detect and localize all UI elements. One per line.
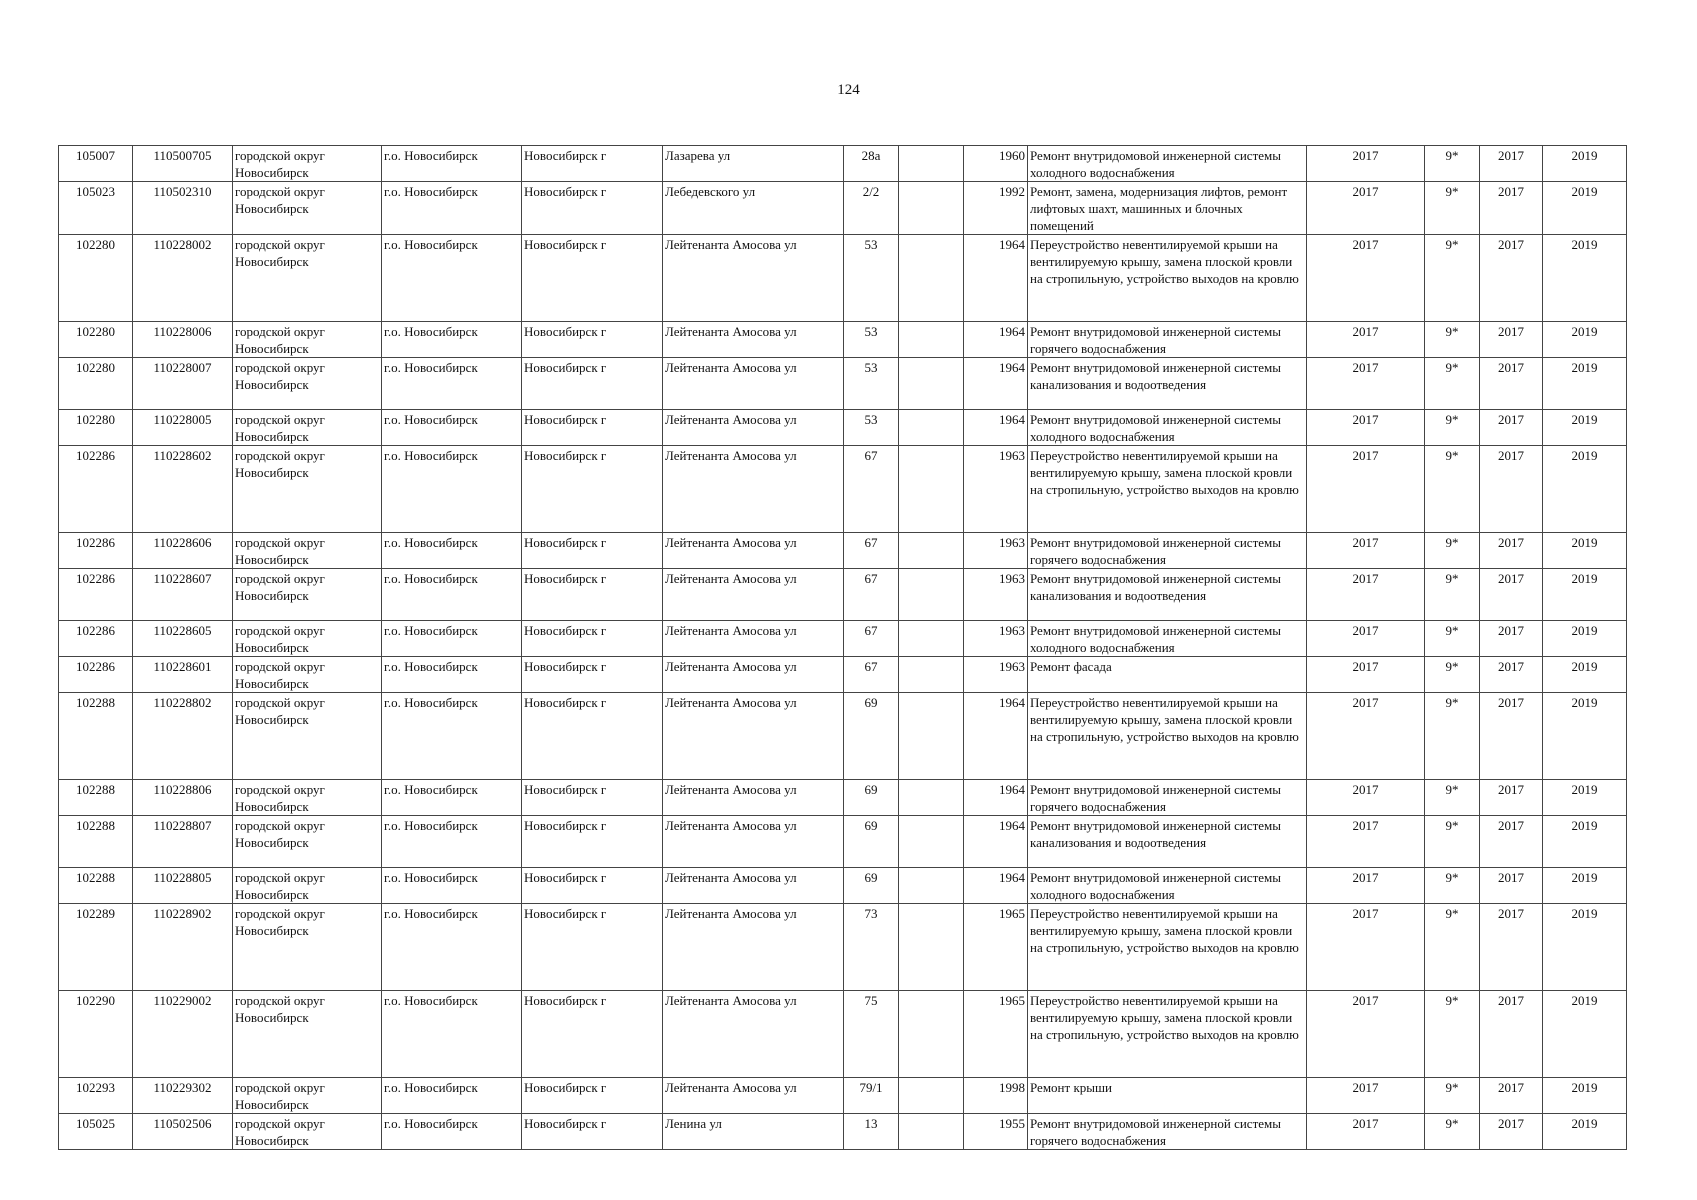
year-built-cell: 1963: [964, 657, 1028, 693]
row-id-cell: 105007: [59, 146, 133, 182]
end-year-cell: 2019: [1543, 235, 1627, 322]
row-id-cell: 102289: [59, 904, 133, 991]
municipality-cell: городской округ Новосибирск: [233, 446, 382, 533]
house-number-cell: 67: [844, 621, 899, 657]
city-cell: Новосибирск г: [522, 693, 663, 780]
table-row: [59, 235, 1627, 322]
district-cell: г.о. Новосибирск: [382, 569, 522, 621]
street-cell: Лейтенанта Амосова ул: [663, 446, 844, 533]
start-year-cell: 2017: [1480, 1078, 1543, 1114]
blank-cell: [899, 446, 964, 533]
object-code-cell: 110228807: [133, 816, 233, 868]
start-year-cell: 2017: [1480, 146, 1543, 182]
plan-year-cell: 2017: [1307, 904, 1425, 991]
work-type-cell: Ремонт внутридомовой инженерной системы канализования и водоотведения: [1028, 816, 1307, 868]
floors-cell: 9*: [1425, 569, 1480, 621]
year-built-cell: 1955: [964, 1114, 1028, 1150]
row-id-cell: 102280: [59, 410, 133, 446]
object-code-cell: 110229002: [133, 991, 233, 1078]
end-year-cell: 2019: [1543, 904, 1627, 991]
end-year-cell: 2019: [1543, 358, 1627, 410]
house-number-cell: 13: [844, 1114, 899, 1150]
start-year-cell: 2017: [1480, 621, 1543, 657]
floors-cell: 9*: [1425, 693, 1480, 780]
house-number-cell: 69: [844, 780, 899, 816]
end-year-cell: 2019: [1543, 991, 1627, 1078]
house-number-cell: 75: [844, 991, 899, 1078]
floors-cell: 9*: [1425, 533, 1480, 569]
plan-year-cell: 2017: [1307, 358, 1425, 410]
house-number-cell: 69: [844, 868, 899, 904]
city-cell: Новосибирск г: [522, 991, 663, 1078]
street-cell: Лейтенанта Амосова ул: [663, 816, 844, 868]
house-number-cell: 79/1: [844, 1078, 899, 1114]
district-cell: г.о. Новосибирск: [382, 446, 522, 533]
floors-cell: 9*: [1425, 446, 1480, 533]
blank-cell: [899, 235, 964, 322]
object-code-cell: 110228601: [133, 657, 233, 693]
street-cell: Лейтенанта Амосова ул: [663, 322, 844, 358]
floors-cell: 9*: [1425, 322, 1480, 358]
year-built-cell: 1964: [964, 235, 1028, 322]
end-year-cell: 2019: [1543, 533, 1627, 569]
object-code-cell: 110228007: [133, 358, 233, 410]
row-id-cell: 105025: [59, 1114, 133, 1150]
house-number-cell: 53: [844, 358, 899, 410]
floors-cell: 9*: [1425, 358, 1480, 410]
floors-cell: 9*: [1425, 816, 1480, 868]
municipality-cell: городской округ Новосибирск: [233, 569, 382, 621]
work-type-cell: Переустройство невентилируемой крыши на вентилируемую крышу, замена плоской кровли на стропильную, устройство выходов на кровлю: [1028, 693, 1307, 780]
object-code-cell: 110228805: [133, 868, 233, 904]
municipality-cell: городской округ Новосибирск: [233, 868, 382, 904]
end-year-cell: 2019: [1543, 868, 1627, 904]
blank-cell: [899, 322, 964, 358]
work-type-cell: Ремонт внутридомовой инженерной системы горячего водоснабжения: [1028, 322, 1307, 358]
blank-cell: [899, 816, 964, 868]
object-code-cell: 110229302: [133, 1078, 233, 1114]
floors-cell: 9*: [1425, 182, 1480, 235]
municipality-cell: городской округ Новосибирск: [233, 358, 382, 410]
district-cell: г.о. Новосибирск: [382, 868, 522, 904]
city-cell: Новосибирск г: [522, 1114, 663, 1150]
floors-cell: 9*: [1425, 991, 1480, 1078]
object-code-cell: 110228902: [133, 904, 233, 991]
city-cell: Новосибирск г: [522, 868, 663, 904]
street-cell: Лейтенанта Амосова ул: [663, 621, 844, 657]
start-year-cell: 2017: [1480, 904, 1543, 991]
plan-year-cell: 2017: [1307, 533, 1425, 569]
street-cell: Лейтенанта Амосова ул: [663, 780, 844, 816]
plan-year-cell: 2017: [1307, 1114, 1425, 1150]
work-type-cell: Ремонт внутридомовой инженерной системы холодного водоснабжения: [1028, 146, 1307, 182]
house-number-cell: 28а: [844, 146, 899, 182]
floors-cell: 9*: [1425, 235, 1480, 322]
end-year-cell: 2019: [1543, 657, 1627, 693]
municipality-cell: городской округ Новосибирск: [233, 182, 382, 235]
object-code-cell: 110228005: [133, 410, 233, 446]
floors-cell: 9*: [1425, 410, 1480, 446]
blank-cell: [899, 780, 964, 816]
start-year-cell: 2017: [1480, 816, 1543, 868]
district-cell: г.о. Новосибирск: [382, 657, 522, 693]
district-cell: г.о. Новосибирск: [382, 693, 522, 780]
city-cell: Новосибирск г: [522, 446, 663, 533]
start-year-cell: 2017: [1480, 693, 1543, 780]
row-id-cell: 102280: [59, 235, 133, 322]
work-type-cell: Ремонт внутридомовой инженерной системы холодного водоснабжения: [1028, 868, 1307, 904]
city-cell: Новосибирск г: [522, 1078, 663, 1114]
start-year-cell: 2017: [1480, 358, 1543, 410]
year-built-cell: 1965: [964, 904, 1028, 991]
start-year-cell: 2017: [1480, 533, 1543, 569]
table-row: [59, 1114, 1627, 1150]
table-row: [59, 146, 1627, 182]
municipality-cell: городской округ Новосибирск: [233, 1114, 382, 1150]
blank-cell: [899, 1078, 964, 1114]
district-cell: г.о. Новосибирск: [382, 621, 522, 657]
table-row: [59, 533, 1627, 569]
floors-cell: 9*: [1425, 780, 1480, 816]
floors-cell: 9*: [1425, 868, 1480, 904]
blank-cell: [899, 1114, 964, 1150]
district-cell: г.о. Новосибирск: [382, 533, 522, 569]
row-id-cell: 102286: [59, 533, 133, 569]
blank-cell: [899, 569, 964, 621]
row-id-cell: 102280: [59, 322, 133, 358]
start-year-cell: 2017: [1480, 182, 1543, 235]
blank-cell: [899, 358, 964, 410]
city-cell: Новосибирск г: [522, 182, 663, 235]
plan-year-cell: 2017: [1307, 322, 1425, 358]
year-built-cell: 1960: [964, 146, 1028, 182]
object-code-cell: 110228806: [133, 780, 233, 816]
end-year-cell: 2019: [1543, 816, 1627, 868]
table-row: [59, 693, 1627, 780]
plan-year-cell: 2017: [1307, 868, 1425, 904]
floors-cell: 9*: [1425, 1114, 1480, 1150]
object-code-cell: 110228006: [133, 322, 233, 358]
end-year-cell: 2019: [1543, 693, 1627, 780]
city-cell: Новосибирск г: [522, 410, 663, 446]
municipality-cell: городской округ Новосибирск: [233, 235, 382, 322]
district-cell: г.о. Новосибирск: [382, 816, 522, 868]
end-year-cell: 2019: [1543, 780, 1627, 816]
year-built-cell: 1964: [964, 410, 1028, 446]
city-cell: Новосибирск г: [522, 235, 663, 322]
blank-cell: [899, 182, 964, 235]
plan-year-cell: 2017: [1307, 621, 1425, 657]
end-year-cell: 2019: [1543, 569, 1627, 621]
plan-year-cell: 2017: [1307, 693, 1425, 780]
city-cell: Новосибирск г: [522, 621, 663, 657]
work-type-cell: Ремонт внутридомовой инженерной системы холодного водоснабжения: [1028, 410, 1307, 446]
street-cell: Лейтенанта Амосова ул: [663, 991, 844, 1078]
floors-cell: 9*: [1425, 1078, 1480, 1114]
plan-year-cell: 2017: [1307, 410, 1425, 446]
row-id-cell: 105023: [59, 182, 133, 235]
blank-cell: [899, 904, 964, 991]
page-number: 124: [837, 82, 860, 98]
blank-cell: [899, 991, 964, 1078]
street-cell: Лейтенанта Амосова ул: [663, 657, 844, 693]
street-cell: Лейтенанта Амосова ул: [663, 1078, 844, 1114]
house-number-cell: 69: [844, 693, 899, 780]
start-year-cell: 2017: [1480, 991, 1543, 1078]
plan-year-cell: 2017: [1307, 780, 1425, 816]
table-body: [59, 146, 1627, 1150]
year-built-cell: 1964: [964, 358, 1028, 410]
object-code-cell: 110502506: [133, 1114, 233, 1150]
row-id-cell: 102286: [59, 446, 133, 533]
city-cell: Новосибирск г: [522, 146, 663, 182]
street-cell: Лебедевского ул: [663, 182, 844, 235]
district-cell: г.о. Новосибирск: [382, 1114, 522, 1150]
house-number-cell: 67: [844, 569, 899, 621]
plan-year-cell: 2017: [1307, 991, 1425, 1078]
row-id-cell: 102288: [59, 816, 133, 868]
city-cell: Новосибирск г: [522, 322, 663, 358]
district-cell: г.о. Новосибирск: [382, 780, 522, 816]
municipality-cell: городской округ Новосибирск: [233, 904, 382, 991]
year-built-cell: 1963: [964, 621, 1028, 657]
city-cell: Новосибирск г: [522, 816, 663, 868]
city-cell: Новосибирск г: [522, 533, 663, 569]
city-cell: Новосибирск г: [522, 780, 663, 816]
blank-cell: [899, 410, 964, 446]
district-cell: г.о. Новосибирск: [382, 991, 522, 1078]
table-row: [59, 410, 1627, 446]
municipality-cell: городской округ Новосибирск: [233, 322, 382, 358]
year-built-cell: 1964: [964, 868, 1028, 904]
start-year-cell: 2017: [1480, 780, 1543, 816]
year-built-cell: 1964: [964, 693, 1028, 780]
work-type-cell: Ремонт внутридомовой инженерной системы канализования и водоотведения: [1028, 358, 1307, 410]
object-code-cell: 110228605: [133, 621, 233, 657]
work-type-cell: Ремонт внутридомовой инженерной системы горячего водоснабжения: [1028, 1114, 1307, 1150]
work-type-cell: Ремонт фасада: [1028, 657, 1307, 693]
year-built-cell: 1992: [964, 182, 1028, 235]
table-row: [59, 358, 1627, 410]
end-year-cell: 2019: [1543, 446, 1627, 533]
year-built-cell: 1963: [964, 569, 1028, 621]
end-year-cell: 2019: [1543, 410, 1627, 446]
row-id-cell: 102286: [59, 569, 133, 621]
city-cell: Новосибирск г: [522, 657, 663, 693]
object-code-cell: 110228607: [133, 569, 233, 621]
table-row: [59, 322, 1627, 358]
municipality-cell: городской округ Новосибирск: [233, 146, 382, 182]
street-cell: Лейтенанта Амосова ул: [663, 533, 844, 569]
year-built-cell: 1964: [964, 322, 1028, 358]
street-cell: Лейтенанта Амосова ул: [663, 235, 844, 322]
street-cell: Лазарева ул: [663, 146, 844, 182]
capital-repair-table: [58, 145, 1627, 1150]
table-row: [59, 182, 1627, 235]
house-number-cell: 53: [844, 410, 899, 446]
table-row: [59, 1078, 1627, 1114]
blank-cell: [899, 657, 964, 693]
row-id-cell: 102290: [59, 991, 133, 1078]
year-built-cell: 1965: [964, 991, 1028, 1078]
start-year-cell: 2017: [1480, 657, 1543, 693]
house-number-cell: 67: [844, 446, 899, 533]
municipality-cell: городской округ Новосибирск: [233, 816, 382, 868]
object-code-cell: 110228002: [133, 235, 233, 322]
street-cell: Лейтенанта Амосова ул: [663, 569, 844, 621]
start-year-cell: 2017: [1480, 446, 1543, 533]
year-built-cell: 1998: [964, 1078, 1028, 1114]
object-code-cell: 110502310: [133, 182, 233, 235]
house-number-cell: 67: [844, 657, 899, 693]
floors-cell: 9*: [1425, 621, 1480, 657]
start-year-cell: 2017: [1480, 322, 1543, 358]
start-year-cell: 2017: [1480, 569, 1543, 621]
table-row: [59, 446, 1627, 533]
blank-cell: [899, 533, 964, 569]
house-number-cell: 53: [844, 322, 899, 358]
city-cell: Новосибирск г: [522, 358, 663, 410]
start-year-cell: 2017: [1480, 1114, 1543, 1150]
city-cell: Новосибирск г: [522, 904, 663, 991]
plan-year-cell: 2017: [1307, 182, 1425, 235]
house-number-cell: 67: [844, 533, 899, 569]
plan-year-cell: 2017: [1307, 1078, 1425, 1114]
street-cell: Лейтенанта Амосова ул: [663, 693, 844, 780]
end-year-cell: 2019: [1543, 1114, 1627, 1150]
blank-cell: [899, 868, 964, 904]
plan-year-cell: 2017: [1307, 657, 1425, 693]
district-cell: г.о. Новосибирск: [382, 1078, 522, 1114]
house-number-cell: 53: [844, 235, 899, 322]
object-code-cell: 110228606: [133, 533, 233, 569]
work-type-cell: Переустройство невентилируемой крыши на вентилируемую крышу, замена плоской кровли на стропильную, устройство выходов на кровлю: [1028, 235, 1307, 322]
table-row: [59, 816, 1627, 868]
row-id-cell: 102288: [59, 693, 133, 780]
street-cell: Лейтенанта Амосова ул: [663, 410, 844, 446]
house-number-cell: 73: [844, 904, 899, 991]
blank-cell: [899, 146, 964, 182]
municipality-cell: городской округ Новосибирск: [233, 1078, 382, 1114]
work-type-cell: Ремонт внутридомовой инженерной системы горячего водоснабжения: [1028, 780, 1307, 816]
district-cell: г.о. Новосибирск: [382, 182, 522, 235]
object-code-cell: 110228602: [133, 446, 233, 533]
district-cell: г.о. Новосибирск: [382, 146, 522, 182]
work-type-cell: Ремонт внутридомовой инженерной системы канализования и водоотведения: [1028, 569, 1307, 621]
work-type-cell: Ремонт внутридомовой инженерной системы холодного водоснабжения: [1028, 621, 1307, 657]
plan-year-cell: 2017: [1307, 816, 1425, 868]
table-row: [59, 780, 1627, 816]
blank-cell: [899, 693, 964, 780]
city-cell: Новосибирск г: [522, 569, 663, 621]
municipality-cell: городской округ Новосибирск: [233, 991, 382, 1078]
row-id-cell: 102288: [59, 780, 133, 816]
work-type-cell: Ремонт, замена, модернизация лифтов, ремонт лифтовых шахт, машинных и блочных помещений: [1028, 182, 1307, 235]
start-year-cell: 2017: [1480, 868, 1543, 904]
work-type-cell: Переустройство невентилируемой крыши на вентилируемую крышу, замена плоской кровли на стропильную, устройство выходов на кровлю: [1028, 446, 1307, 533]
district-cell: г.о. Новосибирск: [382, 410, 522, 446]
end-year-cell: 2019: [1543, 1078, 1627, 1114]
municipality-cell: городской округ Новосибирск: [233, 410, 382, 446]
end-year-cell: 2019: [1543, 182, 1627, 235]
district-cell: г.о. Новосибирск: [382, 904, 522, 991]
row-id-cell: 102286: [59, 621, 133, 657]
year-built-cell: 1963: [964, 446, 1028, 533]
floors-cell: 9*: [1425, 146, 1480, 182]
table-row: [59, 569, 1627, 621]
table-row: [59, 991, 1627, 1078]
table-row: [59, 868, 1627, 904]
year-built-cell: 1964: [964, 816, 1028, 868]
object-code-cell: 110500705: [133, 146, 233, 182]
end-year-cell: 2019: [1543, 621, 1627, 657]
municipality-cell: городской округ Новосибирск: [233, 533, 382, 569]
row-id-cell: 102280: [59, 358, 133, 410]
street-cell: Лейтенанта Амосова ул: [663, 868, 844, 904]
plan-year-cell: 2017: [1307, 569, 1425, 621]
municipality-cell: городской округ Новосибирск: [233, 780, 382, 816]
district-cell: г.о. Новосибирск: [382, 358, 522, 410]
table-row: [59, 657, 1627, 693]
start-year-cell: 2017: [1480, 410, 1543, 446]
work-type-cell: Переустройство невентилируемой крыши на вентилируемую крышу, замена плоской кровли на стропильную, устройство выходов на кровлю: [1028, 991, 1307, 1078]
floors-cell: 9*: [1425, 657, 1480, 693]
street-cell: Лейтенанта Амосова ул: [663, 904, 844, 991]
municipality-cell: городской округ Новосибирск: [233, 657, 382, 693]
table-row: [59, 621, 1627, 657]
district-cell: г.о. Новосибирск: [382, 322, 522, 358]
house-number-cell: 69: [844, 816, 899, 868]
year-built-cell: 1964: [964, 780, 1028, 816]
start-year-cell: 2017: [1480, 235, 1543, 322]
end-year-cell: 2019: [1543, 322, 1627, 358]
row-id-cell: 102286: [59, 657, 133, 693]
end-year-cell: 2019: [1543, 146, 1627, 182]
plan-year-cell: 2017: [1307, 146, 1425, 182]
work-type-cell: Ремонт внутридомовой инженерной системы горячего водоснабжения: [1028, 533, 1307, 569]
street-cell: Лейтенанта Амосова ул: [663, 358, 844, 410]
district-cell: г.о. Новосибирск: [382, 235, 522, 322]
work-type-cell: Ремонт крыши: [1028, 1078, 1307, 1114]
object-code-cell: 110228802: [133, 693, 233, 780]
house-number-cell: 2/2: [844, 182, 899, 235]
blank-cell: [899, 621, 964, 657]
year-built-cell: 1963: [964, 533, 1028, 569]
plan-year-cell: 2017: [1307, 446, 1425, 533]
municipality-cell: городской округ Новосибирск: [233, 621, 382, 657]
row-id-cell: 102288: [59, 868, 133, 904]
row-id-cell: 102293: [59, 1078, 133, 1114]
work-type-cell: Переустройство невентилируемой крыши на вентилируемую крышу, замена плоской кровли на стропильную, устройство выходов на кровлю: [1028, 904, 1307, 991]
municipality-cell: городской округ Новосибирск: [233, 693, 382, 780]
street-cell: Ленина ул: [663, 1114, 844, 1150]
plan-year-cell: 2017: [1307, 235, 1425, 322]
floors-cell: 9*: [1425, 904, 1480, 991]
table-row: [59, 904, 1627, 991]
